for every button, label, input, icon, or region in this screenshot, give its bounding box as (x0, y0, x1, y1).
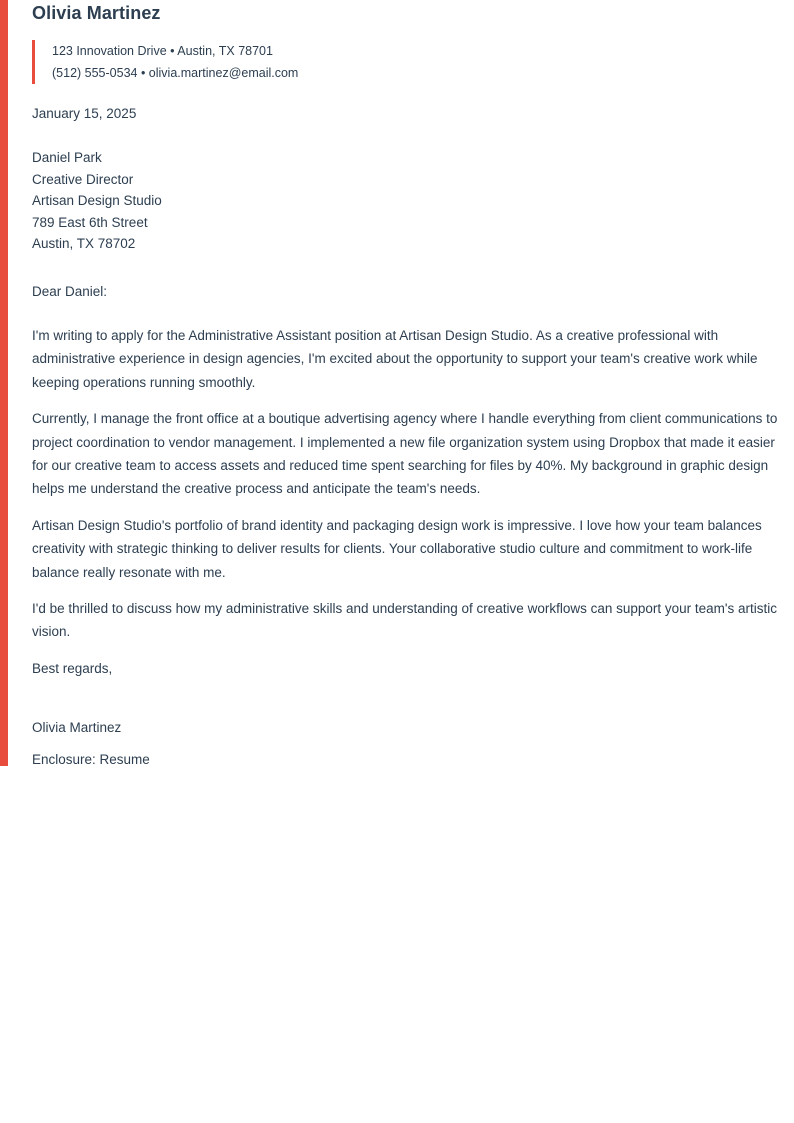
enclosure-note: Enclosure: Resume (32, 752, 150, 767)
recipient-block (32, 147, 162, 255)
body-paragraph-3: Artisan Design Studio's portfolio of brand identity and packaging design work is impressive. I love how your team balances creativity with strategic thinking to deliver results for clients. Your collaborative studio culture and commitment to work-life balance really resonate with me. (32, 517, 762, 580)
letter-body (32, 324, 786, 657)
closing-block (32, 660, 150, 767)
signature-name: Olivia Martinez (32, 720, 122, 735)
recipient-city-state-zip: Austin, TX 78702 (32, 236, 136, 251)
recipient-street: 789 East 6th Street (32, 214, 148, 230)
salutation: Dear Daniel: (32, 284, 108, 299)
left-accent-bar (0, 0, 8, 766)
contact-block (32, 40, 298, 84)
closing-phrase: Best regards, (32, 661, 113, 676)
contact-phone-email-line: (512) 555-0534 • olivia.martinez@email.com (52, 66, 299, 80)
recipient-title: Creative Director (32, 171, 134, 187)
recipient-name: Daniel Park (32, 150, 102, 165)
recipient-company: Artisan Design Studio (32, 193, 162, 208)
body-paragraph-1: I'm writing to apply for the Administrative Assistant position at Artisan Design Studio. As a creative professional with administrative experience in design agencies, I'm excited about the opportunity to support your team's creative work while keeping operations running smoothly. (32, 328, 758, 390)
letter-date: January 15, 2025 (32, 106, 137, 121)
contact-address-line: 123 Innovation Drive • Austin, TX 78701 (52, 44, 273, 58)
body-paragraph-4: I'd be thrilled to discuss how my administrative skills and understanding of creative workflows can support your team's artistic vision. (32, 601, 777, 640)
page-title: Olivia Martinez (32, 3, 161, 23)
body-paragraph-2: Currently, I manage the front office at a boutique advertising agency where I handle everything from client communications to project coordination to vendor management. I implemented a new file organization system using Dropbox that made it easier for our creative team to access assets and reduced time spent searching for files by 40%. My background in graphic design helps me understand the creative process and anticipate the team's needs. (32, 411, 778, 497)
